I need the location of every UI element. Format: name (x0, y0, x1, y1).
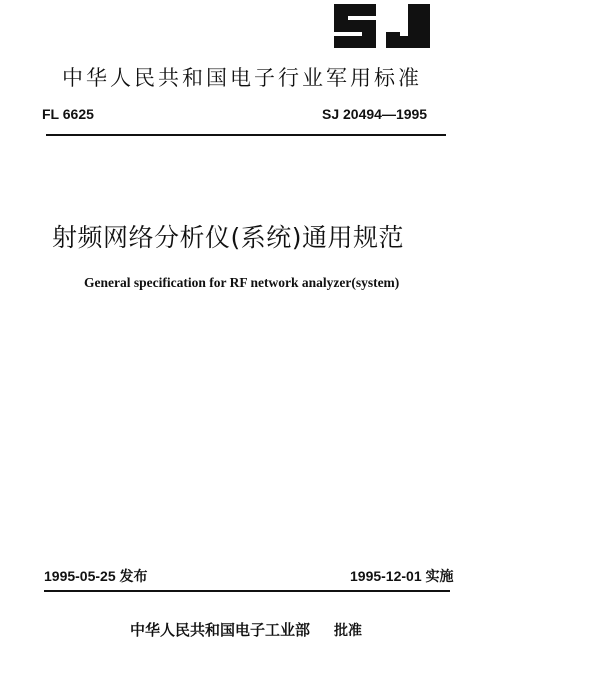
publish-date: 1995-05-25 发布 (44, 568, 148, 584)
document-title-chinese: 射频网络分析仪(系统)通用规范 (52, 223, 405, 252)
footer-divider (44, 590, 450, 592)
standard-number: SJ 20494—1995 (322, 106, 428, 122)
standard-category-title: 中华人民共和国电子行业军用标准 (62, 66, 422, 90)
document-title-english: General specification for RF network analyzer(system) (84, 275, 400, 290)
effective-date: 1995-12-01 实施 (350, 568, 454, 584)
classification-code: FL 6625 (42, 106, 94, 122)
sj-logo (330, 0, 434, 52)
header-divider (46, 134, 446, 136)
issuing-authority: 中华人民共和国电子工业部 (130, 621, 311, 639)
sj-logo-j (386, 4, 430, 48)
approval-label: 批准 (334, 623, 362, 639)
sj-logo-s (334, 4, 376, 48)
